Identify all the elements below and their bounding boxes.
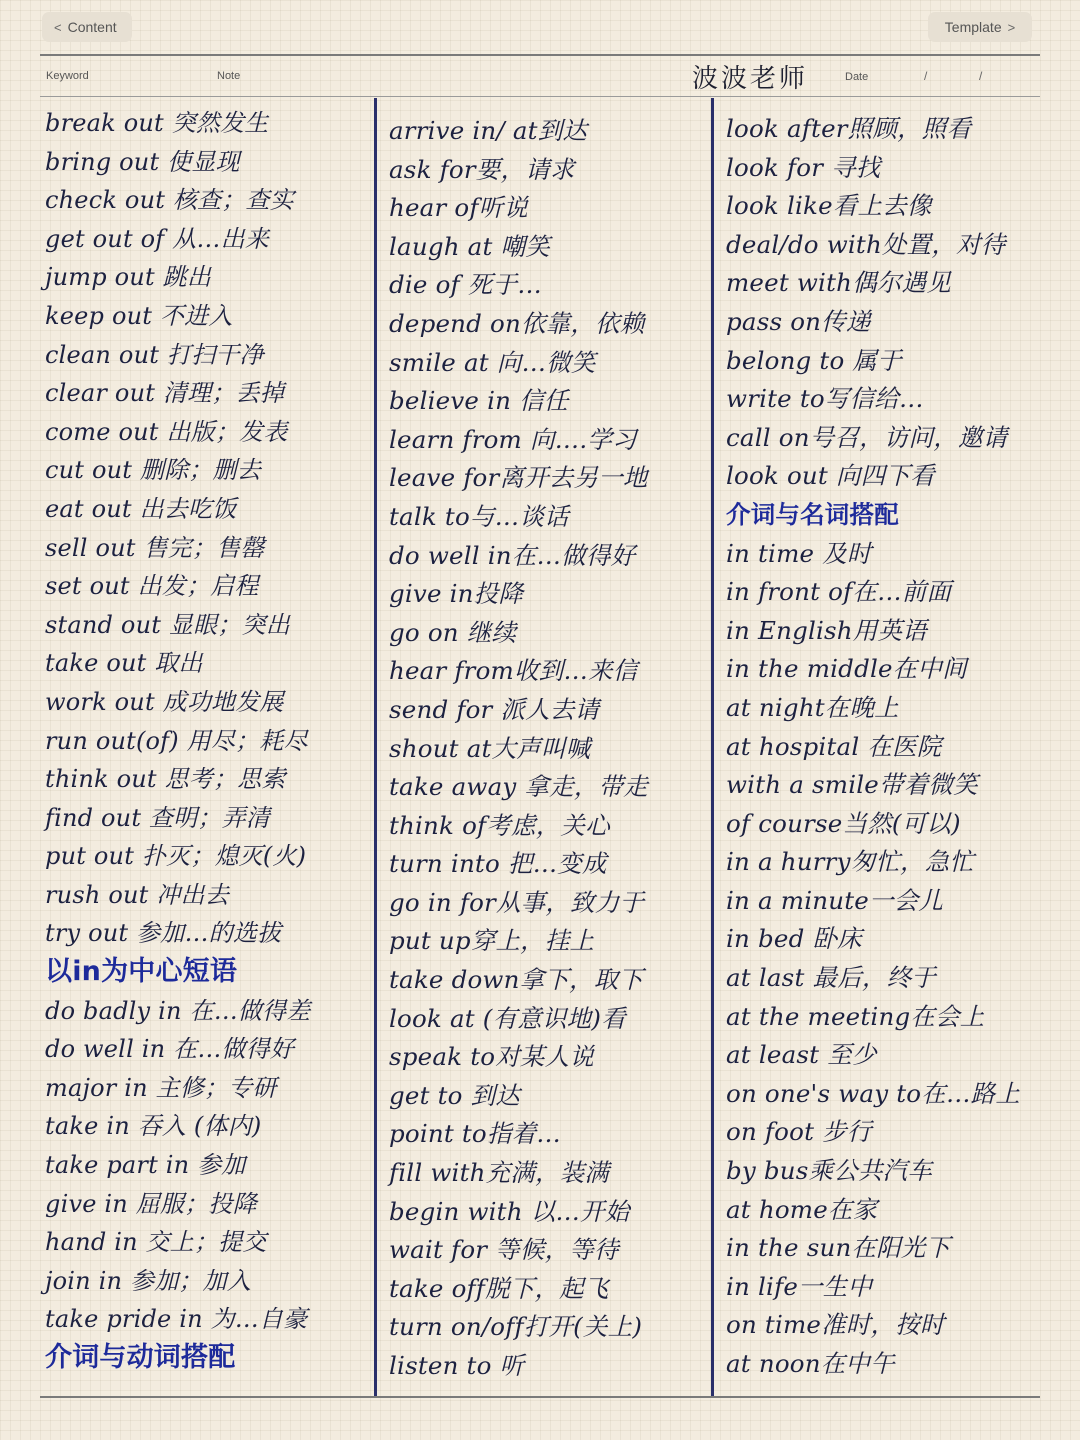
phrase-entry: think out 思考；思索: [45, 765, 286, 794]
phrase-entry: hear from收到…来信: [389, 656, 638, 686]
section-heading: 介词与名词搭配: [726, 499, 899, 529]
phrase-entry: try out 参加…的选拔: [45, 919, 282, 948]
phrase-entry: find out 查明；弄清: [45, 803, 270, 832]
keyword-label: Keyword: [46, 70, 89, 82]
phrase-entry: ask for要，请求: [389, 154, 575, 184]
phrase-entry: belong to 属于: [726, 345, 902, 375]
back-button-label: Content: [67, 19, 117, 35]
phrase-entry: with a smile带着微笑: [726, 770, 978, 800]
phrase-entry: take pride in 为…自豪: [45, 1305, 308, 1334]
phrase-entry: point to指着…: [389, 1119, 561, 1149]
phrase-entry: at hospital 在医院: [726, 731, 942, 761]
phrase-entry: leave for离开去另一地: [389, 463, 648, 493]
phrase-entry: on time准时，按时: [726, 1310, 945, 1340]
teacher-name: 波波老师: [692, 64, 809, 94]
phrase-entry: of course当然(可以): [726, 808, 961, 838]
phrase-entry: take off脱下，起飞: [389, 1273, 609, 1303]
phrase-entry: put out 扑灭；熄灭(火): [45, 842, 307, 871]
page-bottom-rule: [40, 1396, 1040, 1398]
phrase-entry: clean out 打扫干净: [45, 340, 264, 369]
phrase-entry: give in 屈服；投降: [45, 1189, 257, 1218]
phrase-entry: do well in 在…做得好: [45, 1035, 295, 1064]
header-top-rule: [40, 54, 1040, 56]
phrase-entry: break out 突然发生: [45, 109, 269, 137]
column-divider: [711, 98, 714, 1398]
phrase-entry: do well in在…做得好: [389, 540, 636, 570]
notes-column-3: [726, 110, 1066, 1384]
phrase-entry: look at (有意识地)看: [389, 1003, 626, 1033]
phrase-entry: work out 成功地发展: [45, 687, 284, 716]
phrase-entry: at night在晚上: [726, 692, 899, 722]
phrase-entry: hand in 交上；提交: [45, 1228, 267, 1257]
phrase-entry: write to写信给…: [726, 384, 924, 414]
phrase-entry: fill with充满，装满: [389, 1158, 610, 1188]
phrase-entry: look out 向四下看: [726, 461, 935, 491]
phrase-entry: hear of听说: [389, 193, 529, 223]
phrase-entry: at home在家: [726, 1194, 878, 1224]
phrase-entry: in the sun在阳光下: [726, 1233, 951, 1263]
notes-column-1: [45, 104, 369, 1378]
phrase-entry: deal/do with处置，对待: [726, 229, 1006, 259]
chevron-left-icon: <: [54, 19, 62, 35]
chevron-right-icon: >: [1007, 19, 1016, 35]
phrase-entry: call on号召，访问，邀请: [726, 422, 1008, 452]
template-button[interactable]: [928, 12, 1032, 42]
phrase-entry: by bus乘公共汽车: [726, 1156, 933, 1186]
phrase-entry: clear out 清理；丢掉: [45, 379, 284, 408]
phrase-entry: turn on/off打开(关上): [389, 1312, 643, 1342]
phrase-entry: go in for从事，致力于: [389, 887, 645, 917]
phrase-entry: at the meeting在会上: [726, 1001, 985, 1031]
phrase-entry: keep out 不进入: [45, 301, 233, 330]
phrase-entry: take away 拿走，带走: [389, 772, 648, 802]
phrase-entry: look for 寻找: [726, 152, 881, 182]
phrase-entry: bring out 使显现: [45, 147, 240, 176]
phrase-entry: take down拿下，取下: [389, 965, 644, 995]
phrase-entry: shout at大声叫喊: [389, 733, 591, 763]
phrase-entry: in English用英语: [726, 615, 927, 645]
phrase-entry: take part in 参加: [45, 1151, 246, 1180]
section-heading: 以in为中心短语: [45, 956, 238, 988]
phrase-entry: send for 派人去请: [389, 694, 600, 724]
phrase-entry: in a minute一会儿: [726, 885, 944, 915]
date-label: Date: [845, 71, 869, 83]
phrase-entry: believe in 信任: [389, 386, 569, 416]
phrase-entry: cut out 删除；删去: [45, 456, 261, 485]
phrase-entry: meet with偶尔遇见: [726, 268, 951, 298]
phrase-entry: wait for 等候，等待: [389, 1235, 619, 1265]
note-label: Note: [217, 70, 241, 82]
phrase-entry: come out 出版；发表: [45, 417, 288, 446]
phrase-entry: do badly in 在…做得差: [45, 996, 311, 1025]
phrase-entry: in the middle在中间: [726, 654, 967, 684]
phrase-entry: eat out 出去吃饭: [45, 494, 237, 523]
section-heading: 介词与动词搭配: [45, 1342, 236, 1373]
phrase-entry: set out 出发；启程: [45, 572, 259, 601]
phrase-entry: arrive in/ at到达: [389, 116, 588, 145]
phrase-entry: at least 至少: [726, 1040, 877, 1070]
phrase-entry: look after照顾，照看: [726, 114, 972, 143]
phrase-entry: check out 核查；查实: [45, 186, 294, 215]
phrase-entry: talk to与…谈话: [389, 501, 569, 531]
phrase-entry: look like看上去像: [726, 191, 932, 221]
phrase-entry: get out of 从…出来: [45, 224, 269, 253]
date-separator: /: [979, 69, 983, 83]
phrase-entry: run out(of) 用尽；耗尽: [45, 726, 308, 755]
phrase-entry: depend on依靠，依赖: [389, 308, 645, 338]
phrase-entry: in front of在…前面: [726, 577, 952, 607]
date-separator: /: [924, 69, 928, 83]
phrase-entry: think of考虑，关心: [389, 810, 610, 840]
phrase-entry: rush out 冲出去: [45, 880, 229, 909]
phrase-entry: take out 取出: [45, 649, 203, 678]
phrase-entry: sell out 售完；售罄: [45, 533, 265, 562]
phrase-entry: in life一生中: [726, 1271, 873, 1301]
template-button-label: Template: [944, 19, 1002, 35]
phrase-entry: pass on传递: [726, 306, 871, 336]
phrase-entry: learn from 向….学习: [389, 424, 637, 454]
phrase-entry: on one's way to在…路上: [726, 1078, 1021, 1108]
phrase-entry: begin with 以…开始: [389, 1196, 630, 1226]
phrase-entry: on foot 步行: [726, 1117, 872, 1147]
phrase-entry: listen to 听: [389, 1351, 525, 1380]
phrase-entry: turn into 把…变成: [389, 849, 607, 879]
phrase-entry: jump out 跳出: [45, 263, 212, 292]
back-to-content-button[interactable]: [42, 12, 132, 42]
phrase-entry: in time 及时: [726, 538, 872, 568]
phrase-entry: smile at 向…微笑: [389, 347, 596, 377]
notes-column-2: [389, 112, 707, 1386]
phrase-entry: give in投降: [389, 579, 524, 609]
column-divider: [374, 98, 377, 1398]
phrase-entry: in bed 卧床: [726, 924, 862, 954]
phrase-entry: at last 最后，终于: [726, 963, 936, 993]
phrase-entry: stand out 显眼；突出: [45, 610, 290, 639]
phrase-entry: get to 到达: [389, 1080, 520, 1110]
phrase-entry: laugh at 嘲笑: [389, 231, 550, 261]
header-bottom-rule: [40, 96, 1040, 97]
phrase-entry: go on 继续: [389, 617, 517, 647]
phrase-entry: at noon在中午: [726, 1349, 895, 1378]
phrase-entry: put up穿上，挂上: [389, 926, 595, 956]
phrase-entry: speak to对某人说: [389, 1042, 594, 1072]
phrase-entry: major in 主修；专研: [45, 1073, 277, 1102]
phrase-entry: in a hurry匆忙，急忙: [726, 847, 975, 877]
phrase-entry: take in 吞入 (体内): [45, 1112, 262, 1141]
phrase-entry: join in 参加；加入: [45, 1266, 252, 1295]
phrase-entry: die of 死于…: [389, 270, 542, 300]
